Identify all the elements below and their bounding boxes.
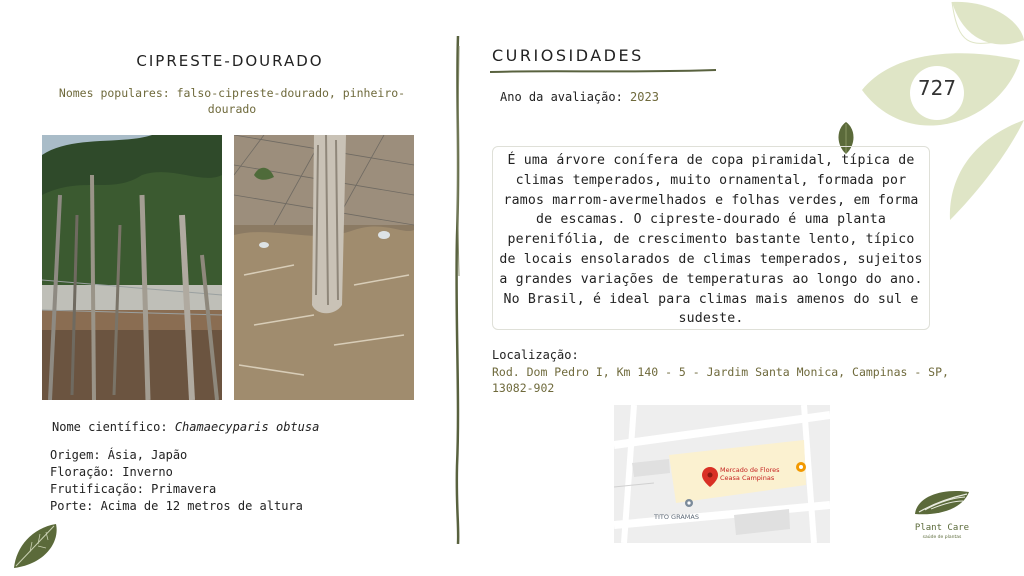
- plant-facts: [50, 447, 303, 515]
- year-label: Ano da avaliação:: [500, 90, 631, 104]
- logo-name: Plant Care: [914, 523, 970, 533]
- evaluation-year: [500, 90, 659, 104]
- year-value: 2023: [630, 90, 659, 104]
- scientific-name: [52, 420, 319, 434]
- fact-flowering: Floração: Inverno: [50, 465, 173, 479]
- location-label: Localização:: [492, 348, 579, 362]
- map-place-name-1: Mercado de Flores: [720, 466, 780, 474]
- vertical-divider: [452, 36, 464, 544]
- map-other-place: TITO GRAMAS: [654, 513, 699, 521]
- tree-photo-row: [42, 135, 222, 400]
- badge-number: 727: [917, 76, 957, 100]
- logo-leaf-icon: [915, 491, 969, 514]
- plant-title: CIPRESTE-DOURADO: [136, 52, 324, 70]
- leaf-bottom-icon: [10, 522, 60, 570]
- plant-care-logo: [905, 486, 979, 542]
- map-food-icon: [796, 462, 806, 472]
- description-box: É uma árvore conífera de copa piramidal, típica de climas temperados, muito ornamental, formada por ramos marrom-avermelhados e folhas verdes, em forma de escamas. O cipreste-dourado é uma planta perenifólia, de crescimento bastante lento, típico de locais ensolarados de climas temperados, sujeitos a grandes variações de temperaturas ao longo do ano. No Brasil, é ideal para climas mais amenos do sul e sudeste.: [492, 146, 930, 330]
- fact-fruiting: Frutificação: Primavera: [50, 482, 217, 496]
- map-marker-gray-icon: [685, 499, 693, 507]
- scientific-label: Nome científico:: [52, 420, 175, 434]
- title-underline: [490, 67, 716, 75]
- scientific-value: Chamaecyparis obtusa: [174, 420, 320, 434]
- location-value: Rod. Dom Pedro I, Km 140 - 5 - Jardim Santa Monica, Campinas - SP, 13082-902: [492, 365, 949, 395]
- location-map[interactable]: [614, 405, 830, 543]
- popular-names: Nomes populares: falso-cipreste-dourado, pinheiro-dourado: [58, 86, 406, 116]
- map-place-name-2: Ceasa Campinas: [720, 474, 775, 482]
- fact-size: Porte: Acima de 12 metros de altura: [50, 499, 303, 513]
- curiosities-title: CURIOSIDADES: [492, 46, 644, 65]
- trunk-photo: [234, 135, 414, 400]
- logo-tagline: saúde de plantas: [922, 535, 962, 540]
- fact-origin: Origem: Ásia, Japão: [50, 448, 188, 462]
